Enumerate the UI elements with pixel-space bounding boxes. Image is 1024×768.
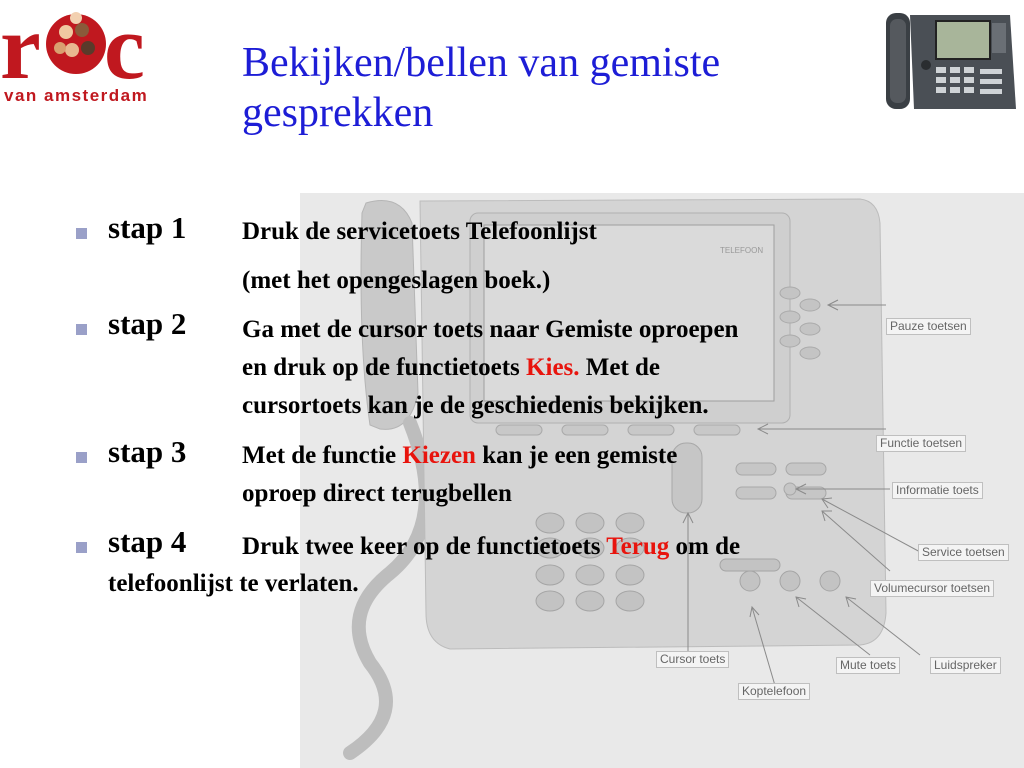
svg-text:c: c [104,0,145,98]
step-4-label: stap 4 [108,524,187,559]
page-title [242,38,862,138]
bullet-marker [76,324,87,335]
key-kies: Kies. [526,354,580,381]
callout-functie: Functie toetsen [876,435,966,452]
title-line-2: gesprekken [242,90,434,136]
key-kiezen: Kiezen [402,442,476,469]
callout-cursor: Cursor toets [656,651,729,668]
step-2-line-2: en druk op de functietoets Kies. Met de [242,354,661,381]
bullet-marker [76,452,87,463]
svg-text:r: r [0,0,41,98]
callout-mute: Mute toets [836,657,900,674]
callout-pauze: Pauze toetsen [886,318,971,335]
callout-headset: Koptelefoon [738,683,810,700]
step-1-line-1: Druk de servicetoets Telefoonlijst [242,218,597,245]
step-2-line-1: Ga met de cursor toets naar Gemiste oproepen [242,316,739,343]
callout-service: Service toetsen [918,544,1009,561]
bullet-marker [76,542,87,553]
logo-subtitle: van amsterdam [4,86,149,105]
step-2-label: stap 2 [108,306,187,341]
step-2-line-3: cursortoets kan je de geschiedenis bekijken. [242,392,709,419]
callout-informatie: Informatie toets [892,482,983,499]
bullet-marker [76,228,87,239]
step-3-label: stap 3 [108,434,187,469]
ip-phone-image [880,5,1020,115]
svg-text:TELEFOON: TELEFOON [720,246,764,255]
step-1-line-2: (met het opengeslagen boek.) [242,267,551,294]
callout-speaker: Luidspreker [930,657,1001,674]
step-3-line-1: Met de functie Kiezen kan je een gemiste [242,442,678,469]
step-4-line-1: Druk twee keer op de functietoets Terug om de [242,533,741,560]
step-3-line-2: oproep direct terugbellen [242,480,512,507]
title-line-1: Bekijken/bellen van gemiste [242,40,721,86]
key-terug: Terug [606,533,670,560]
step-4-line-2: telefoonlijst te verlaten. [108,570,359,597]
step-1-label: stap 1 [108,210,187,245]
callout-volume: Volumecursor toetsen [870,580,994,597]
